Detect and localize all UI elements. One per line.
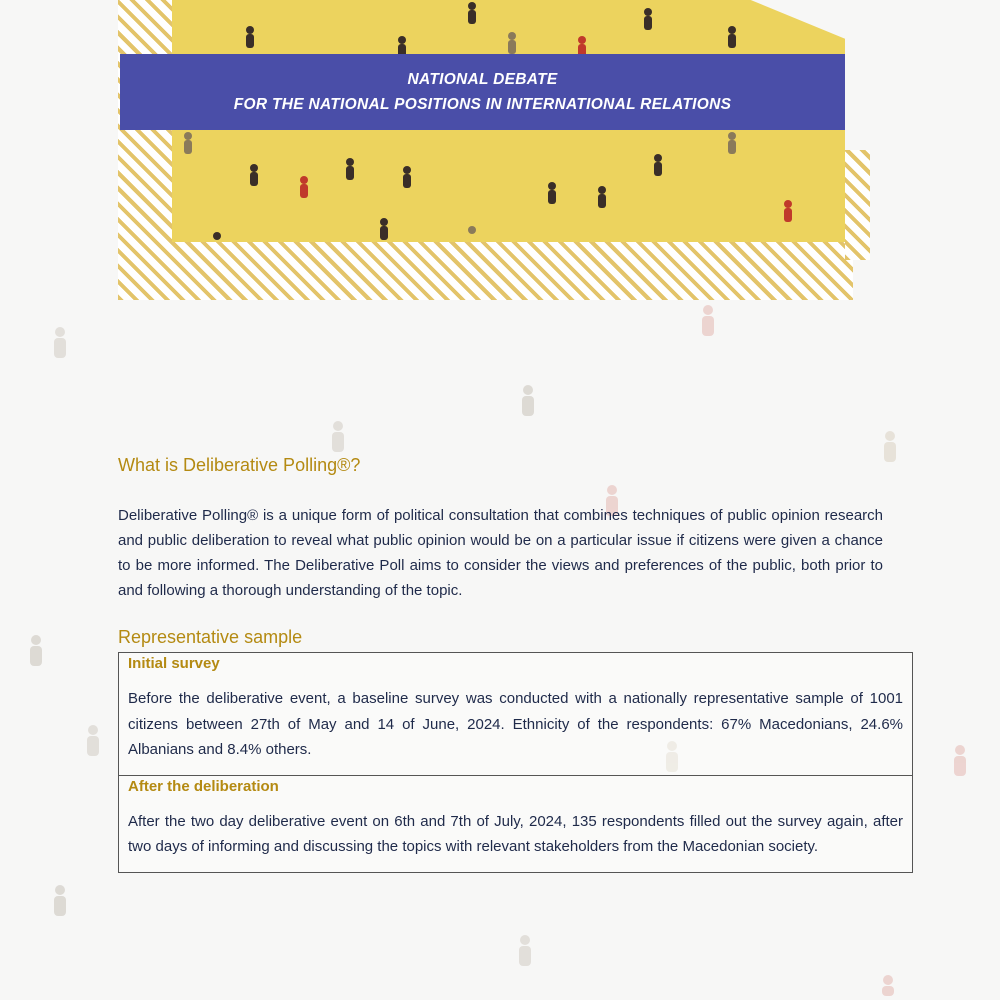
- section-heading-representative-sample: Representative sample: [118, 627, 303, 647]
- after-deliberation-text: After the two day deliberative event on 6th and 7th of July, 2024, 135 respondents filled out the survey again, after two days of informing and discussing the topics with relevant stakeholders from the Macedonian society.: [128, 812, 903, 855]
- hatch-frame-bottom: [118, 242, 853, 300]
- initial-survey-title: Initial survey: [128, 655, 220, 672]
- intro-paragraph: Deliberative Polling® is a unique form of political consultation that combines techniques of public opinion research and public deliberation to reveal what public opinion would be on a particular issue if citizens were given a chance to be more informed. The Deliberative Poll aims to consider the views and preferences of the public, both prior to and following a thorough understanding of the topic.: [118, 507, 883, 599]
- banner-title-line2: FOR THE NATIONAL POSITIONS IN INTERNATIONAL RELATIONS: [233, 96, 732, 113]
- title-banner: [120, 54, 845, 130]
- banner-title-line1: NATIONAL DEBATE: [407, 71, 558, 88]
- sample-table: [118, 652, 913, 873]
- initial-survey-section: [119, 653, 912, 775]
- hatch-frame-right: [845, 150, 870, 260]
- after-deliberation-section: [119, 775, 912, 872]
- after-deliberation-title: After the deliberation: [128, 777, 279, 795]
- section-heading-deliberative-polling: What is Deliberative Polling®?: [118, 455, 361, 475]
- initial-survey-text: Before the deliberative event, a baseline survey was conducted with a nationally representative sample of 1001 citizens between 27th of May and 14 of June, 2024. Ethnicity of the respondents: 67% Macedonians, 24.6% Albanians and 8.4% others.: [128, 690, 903, 758]
- background-crowd-image: [0, 240, 1000, 1000]
